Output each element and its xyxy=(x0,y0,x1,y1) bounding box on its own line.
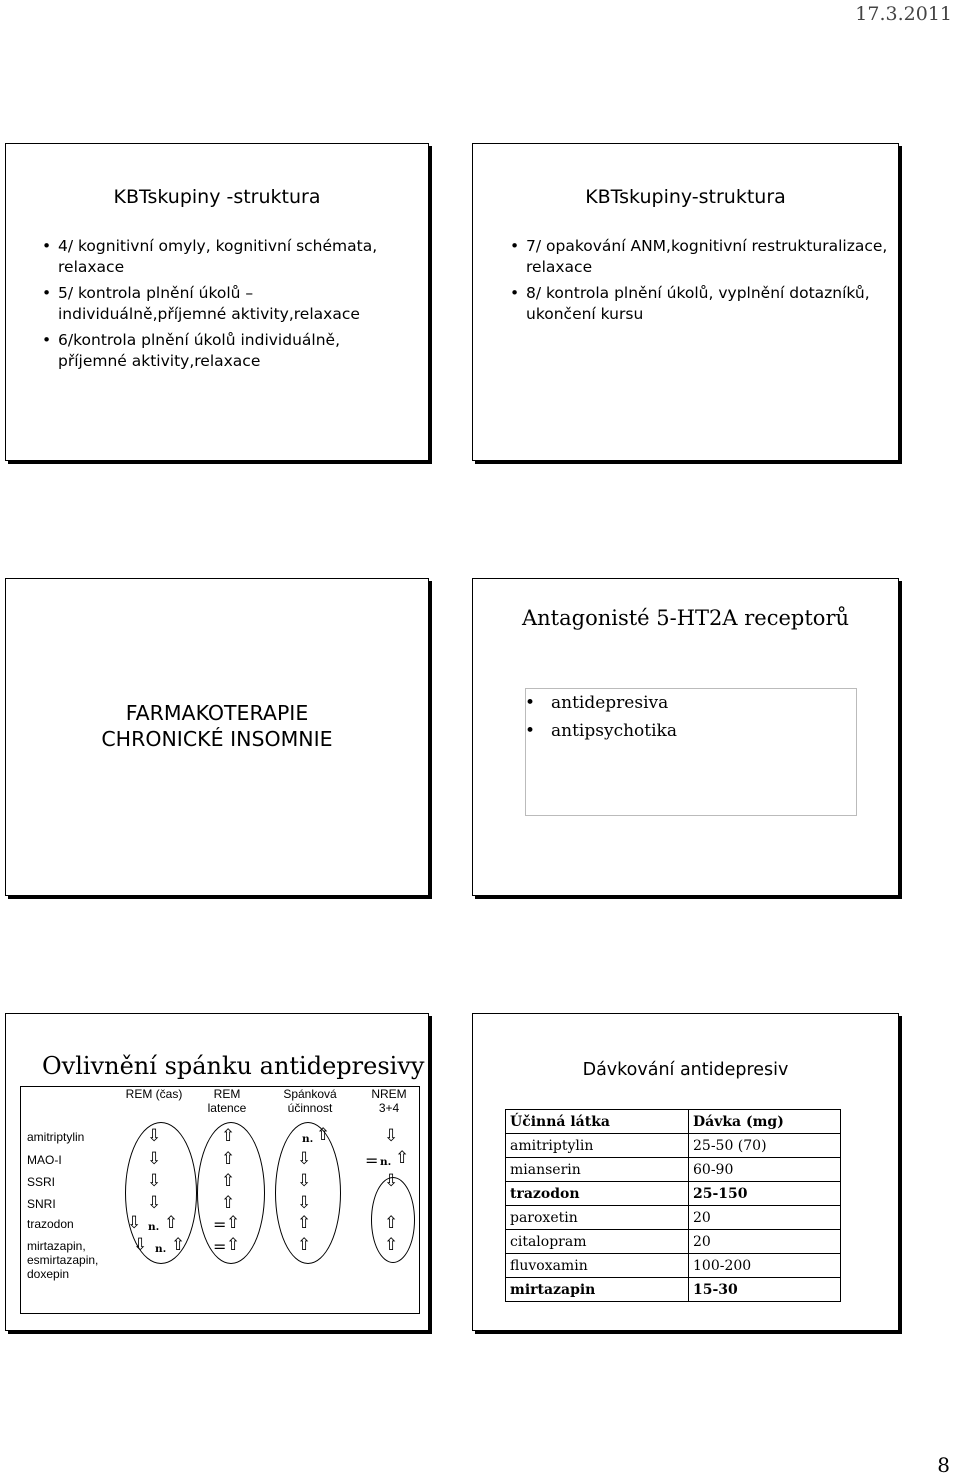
slide-sleep-effects xyxy=(5,1013,429,1331)
slide-title: Dávkování antidepresiv xyxy=(582,1060,789,1080)
dose-cell: 60-90 xyxy=(689,1158,841,1182)
arrow-up-icon: ⇧ xyxy=(384,1213,399,1233)
drug-cell: mianserin xyxy=(506,1158,689,1182)
normal-marker: n. xyxy=(148,1221,160,1233)
row-label: trazodon xyxy=(27,1217,74,1231)
normal-marker: n. xyxy=(302,1133,314,1145)
slide-pharmacotherapy xyxy=(5,578,429,896)
column-header: Spánková účinnost xyxy=(283,1087,337,1115)
arrow-up-icon: ⇧ xyxy=(297,1235,312,1255)
column-header: Dávka (mg) xyxy=(689,1110,841,1134)
arrow-up-icon: ⇧ xyxy=(226,1235,241,1255)
title-line-1: FARMAKOTERAPIE xyxy=(125,701,309,725)
arrow-down-icon: ⇩ xyxy=(133,1235,148,1255)
arrow-down-icon: ⇩ xyxy=(147,1149,162,1169)
arrow-down-icon: ⇩ xyxy=(147,1171,162,1191)
slide-kbt-structure-2 xyxy=(472,143,899,461)
column-header: Účinná látka xyxy=(506,1110,689,1134)
table-header-row xyxy=(506,1110,841,1134)
arrow-down-icon: ⇩ xyxy=(297,1193,312,1213)
effects-table xyxy=(20,1086,420,1314)
arrow-down-icon: ⇩ xyxy=(297,1171,312,1191)
slide-title xyxy=(6,700,428,752)
table-row xyxy=(506,1278,841,1302)
drug-cell: paroxetin xyxy=(506,1206,689,1230)
dose-cell: 20 xyxy=(689,1206,841,1230)
normal-marker: n. xyxy=(380,1156,392,1168)
drug-cell: citalopram xyxy=(506,1230,689,1254)
bullet-item: • antipsychotika xyxy=(523,717,677,745)
arrow-down-icon: ⇩ xyxy=(297,1149,312,1169)
arrow-up-icon: ⇧ xyxy=(221,1126,236,1146)
slide-title: Ovlivnění spánku antidepresivy xyxy=(42,1052,425,1080)
row-label: MAO-I xyxy=(27,1153,62,1167)
bullet-item: • 7/ opakování ANM,kognitivní restrukturalizace, relaxace xyxy=(508,236,888,278)
arrow-up-icon: ⇧ xyxy=(316,1125,331,1145)
equal-sign: = xyxy=(365,1151,379,1170)
arrow-up-icon: ⇧ xyxy=(226,1213,241,1233)
arrow-up-icon: ⇧ xyxy=(384,1235,399,1255)
slide-kbt-structure-1 xyxy=(5,143,429,461)
bullet-list xyxy=(523,689,677,745)
column-header: REM (čas) xyxy=(125,1087,183,1101)
arrow-up-icon: ⇧ xyxy=(297,1213,312,1233)
drug-cell: trazodon xyxy=(506,1182,689,1206)
arrow-up-icon: ⇧ xyxy=(221,1193,236,1213)
bullet-item: • 6/kontrola plnění úkolů individuálně, příjemné aktivity,relaxace xyxy=(40,330,410,372)
equal-sign: = xyxy=(213,1237,227,1256)
drug-cell: mirtazapin xyxy=(506,1278,689,1302)
arrow-up-icon: ⇧ xyxy=(221,1171,236,1191)
table-row xyxy=(506,1254,841,1278)
equal-sign: = xyxy=(213,1215,227,1234)
slide-title: KBTskupiny-struktura xyxy=(585,186,786,208)
page-number: 8 xyxy=(937,1453,950,1477)
drug-cell: fluvoxamin xyxy=(506,1254,689,1278)
bullet-item: • 4/ kognitivní omyly, kognitivní schémata, relaxace xyxy=(40,236,410,278)
bullet-item: • 8/ kontrola plnění úkolů, vyplnění dotazníků, ukončení kursu xyxy=(508,283,888,325)
title-line-2: CHRONICKÉ INSOMNIE xyxy=(101,727,333,751)
dose-cell: 25-50 (70) xyxy=(689,1134,841,1158)
table-row xyxy=(506,1230,841,1254)
normal-marker: n. xyxy=(155,1243,167,1255)
arrow-down-icon: ⇩ xyxy=(384,1126,399,1146)
arrow-up-icon: ⇧ xyxy=(395,1148,410,1168)
dosage-table xyxy=(505,1109,841,1302)
row-label: mirtazapin, esmirtazapin, doxepin xyxy=(27,1239,99,1281)
arrow-up-icon: ⇧ xyxy=(171,1235,186,1255)
dose-cell: 20 xyxy=(689,1230,841,1254)
table-row xyxy=(506,1134,841,1158)
dose-cell: 100-200 xyxy=(689,1254,841,1278)
arrow-down-icon: ⇩ xyxy=(147,1193,162,1213)
table-row xyxy=(506,1158,841,1182)
slide-5ht2a-antagonists xyxy=(472,578,899,896)
arrow-down-icon: ⇩ xyxy=(127,1213,142,1233)
slide-dosage xyxy=(472,1013,899,1331)
bullet-item: • 5/ kontrola plnění úkolů – individuálně,příjemné aktivity,relaxace xyxy=(40,283,410,325)
table-row xyxy=(506,1206,841,1230)
arrow-down-icon: ⇩ xyxy=(384,1171,399,1191)
slide-title: KBTskupiny -struktura xyxy=(113,186,321,208)
arrow-down-icon: ⇩ xyxy=(147,1126,162,1146)
column-header: REM latence xyxy=(207,1087,247,1115)
bullet-list xyxy=(40,236,410,377)
dose-cell: 15-30 xyxy=(689,1278,841,1302)
arrow-up-icon: ⇧ xyxy=(221,1149,236,1169)
table-row xyxy=(506,1182,841,1206)
row-label: SSRI xyxy=(27,1175,56,1189)
row-label: amitriptylin xyxy=(27,1130,85,1144)
arrow-up-icon: ⇧ xyxy=(164,1213,179,1233)
column-header: NREM 3+4 xyxy=(371,1087,407,1115)
slide-title: Antagonisté 5-HT2A receptorů xyxy=(521,606,850,630)
dose-cell: 25-150 xyxy=(689,1182,841,1206)
bullet-item: • antidepresiva xyxy=(523,689,677,717)
row-label: SNRI xyxy=(27,1197,56,1211)
drug-cell: amitriptylin xyxy=(506,1134,689,1158)
date-header: 17.3.2011 xyxy=(855,3,952,25)
bullet-list xyxy=(508,236,888,330)
